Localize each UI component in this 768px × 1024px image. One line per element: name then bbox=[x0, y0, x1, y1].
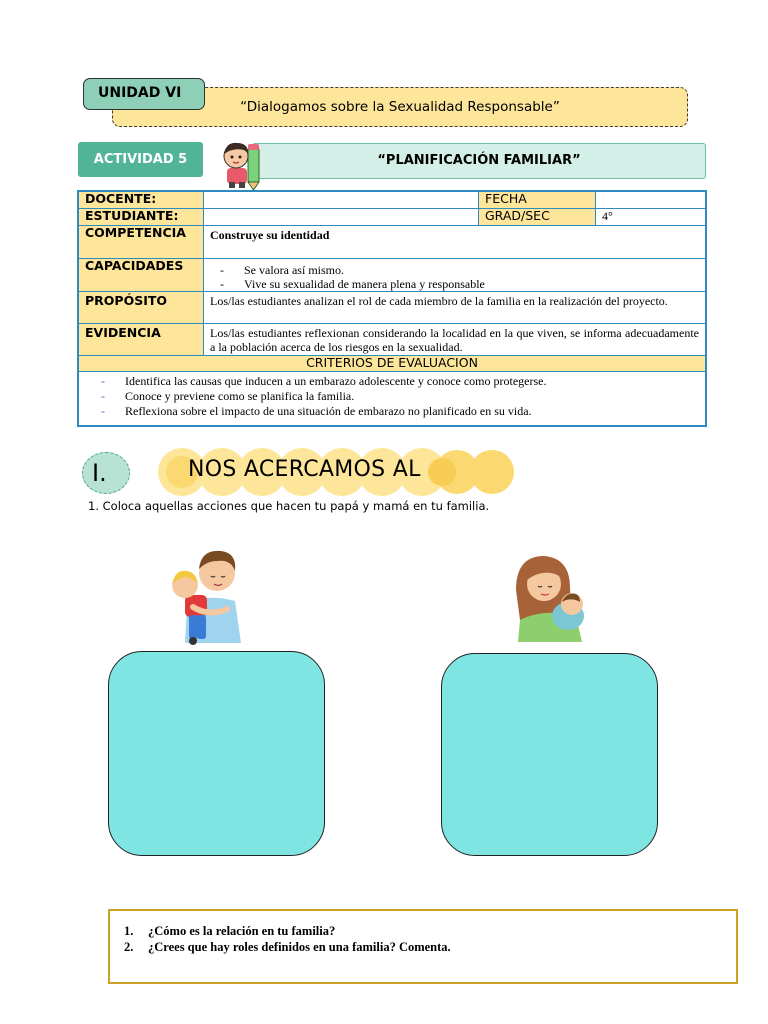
unidad-tag: UNIDAD VI bbox=[83, 78, 205, 110]
dad-actions-box[interactable] bbox=[108, 651, 325, 856]
capacidad-item: - Vive su sexualidad de manera plena y responsable bbox=[220, 276, 485, 291]
proposito-label: PROPÓSITO bbox=[78, 291, 204, 323]
capacidad-item: - Se valora así mismo. bbox=[220, 262, 344, 277]
fecha-field[interactable] bbox=[596, 191, 707, 208]
actividad-title: “PLANIFICACIÓN FAMILIAR” bbox=[252, 143, 706, 179]
estudiante-field[interactable] bbox=[204, 208, 479, 225]
criterio-item: - Identifica las causas que inducen a un embarazo adolescente y conoce como protegerse. bbox=[101, 373, 547, 388]
section-number-badge: I. bbox=[82, 452, 130, 494]
estudiante-label: ESTUDIANTE: bbox=[78, 208, 204, 225]
criterio-item: - Conoce y previene como se planifica la familia. bbox=[101, 388, 355, 403]
capacidades-label: CAPACIDADES bbox=[78, 258, 204, 291]
capacidades-list bbox=[204, 258, 707, 291]
mom-actions-box[interactable] bbox=[441, 653, 658, 856]
unidad-title: “Dialogamos sobre la Sexualidad Responsable” bbox=[240, 99, 560, 115]
fecha-label: FECHA bbox=[479, 191, 596, 208]
instruction-text: 1. Coloca aquellas acciones que hacen tu papá y mamá en tu familia. bbox=[88, 499, 490, 513]
activity-info-table bbox=[77, 190, 707, 427]
grad-sec-label: GRAD/SEC bbox=[479, 208, 596, 225]
docente-label: DOCENTE: bbox=[78, 191, 204, 208]
father-holding-child-illustration bbox=[165, 543, 245, 653]
student-with-pencil-icon bbox=[215, 138, 265, 190]
criterios-list bbox=[78, 371, 706, 426]
section-title: NOS ACERCAMOS AL bbox=[188, 457, 421, 482]
criterios-heading: CRITERIOS DE EVALUACION bbox=[78, 355, 706, 371]
questions-box bbox=[108, 909, 738, 984]
criterio-item: - Reflexiona sobre el impacto de una situación de embarazo no planificado en su vida. bbox=[101, 403, 532, 418]
question-item: 1. ¿Cómo es la relación en tu familia? bbox=[124, 924, 336, 938]
grad-sec-value: 4° bbox=[596, 208, 707, 225]
proposito-value: Los/las estudiantes analizan el rol de cada miembro de la familia en la realización del proyecto. bbox=[204, 291, 707, 323]
mother-holding-baby-illustration bbox=[510, 550, 592, 645]
competencia-label: COMPETENCIA bbox=[78, 225, 204, 258]
evidencia-label: EVIDENCIA bbox=[78, 323, 204, 355]
evidencia-value: Los/las estudiantes reflexionan considerando la localidad en la que viven, se informa adecuadamente a la población acerca de los riesgos en la sexualidad. bbox=[204, 323, 707, 355]
competencia-value: Construye su identidad bbox=[204, 225, 707, 258]
question-item: 2. ¿Crees que hay roles definidos en una familia? Comenta. bbox=[124, 940, 451, 954]
actividad-tag: ACTIVIDAD 5 bbox=[78, 142, 203, 177]
docente-field[interactable] bbox=[204, 191, 479, 208]
